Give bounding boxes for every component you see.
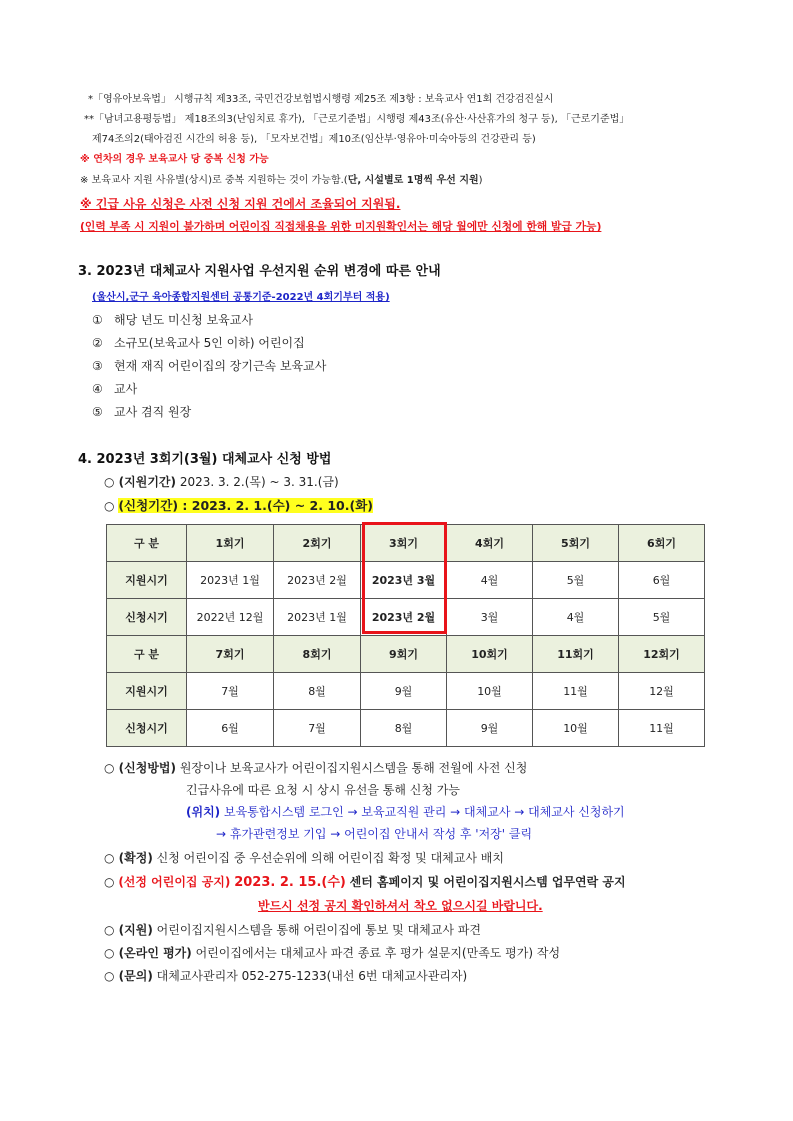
schedule-cell: 8회기 (274, 636, 361, 673)
priority-item-5 (92, 404, 191, 420)
priority-num-4: ④ (92, 382, 103, 396)
schedule-cell: 신청시기 (107, 710, 187, 747)
schedule-cell: 4회기 (447, 525, 533, 562)
schedule-cell: 2023년 2월 (274, 562, 361, 599)
note-duplicate-support-a: ※ 보육교사 지원 사유별(상시)로 중복 지원하는 것이 가능함.( (80, 175, 348, 186)
schedule-cell: 6월 (187, 710, 274, 747)
schedule-cell: 지원시기 (107, 673, 187, 710)
schedule-cell: 2023년 1월 (274, 599, 361, 636)
notice-text: 센터 홈페이지 및 어린이집지원시스템 업무연락 공지 (349, 875, 626, 889)
apply-period-bullet: ○ (104, 499, 115, 513)
schedule-cell: 구 분 (107, 636, 187, 673)
eval-text: 어린이집에서는 대체교사 파견 종료 후 평가 설문지(만족도 평가) 작성 (195, 946, 561, 960)
schedule-cell: 9월 (447, 710, 533, 747)
schedule-cell: 4월 (533, 599, 619, 636)
schedule-cell: 1회기 (187, 525, 274, 562)
inquiry-row (104, 968, 467, 984)
priority-text-5: 교사 겸직 원장 (114, 405, 192, 419)
schedule-cell: 7회기 (187, 636, 274, 673)
schedule-cell: 2023년 2월 (361, 599, 447, 636)
schedule-cell: 2023년 1월 (187, 562, 274, 599)
confirm-label: ○ (확정) (104, 851, 153, 865)
schedule-cell: 6회기 (619, 525, 705, 562)
support-period (104, 474, 339, 490)
support-period-label: ○ (지원기간) (104, 475, 176, 489)
priority-num-5: ⑤ (92, 405, 103, 419)
priority-text-2: 소규모(보육교사 5인 이하) 어린이집 (114, 336, 305, 350)
schedule-cell: 9월 (361, 673, 447, 710)
apply-location (186, 804, 625, 820)
schedule-cell: 5월 (619, 599, 705, 636)
inquiry-text: 대체교사관리자 052-275-1233(내선 6번 대체교사관리자) (156, 969, 468, 983)
section4-title: 4. 2023년 3회기(3월) 대체교사 신청 방법 (78, 452, 332, 467)
inquiry-label: ○ (문의) (104, 969, 153, 983)
note-duplicate-support-b: 단, 시설별로 1명씩 우선 지원 (347, 175, 479, 186)
note-duplicate-support (80, 173, 483, 189)
schedule-cell: 2회기 (274, 525, 361, 562)
priority-text-1: 해당 년도 미신청 보육교사 (114, 313, 253, 327)
schedule-cell: 3회기 (361, 525, 447, 562)
note-labor-law-1: **「남녀고용평등법」 제18조의3(난임치료 휴가), 「근로기준법」시행령 제43조(유산·사산휴가의 청구 등), 「근로기준법」 (84, 114, 630, 125)
section3-title: 3. 2023년 대체교사 지원사업 우선지원 순위 변경에 따른 안내 (78, 264, 441, 279)
schedule-cell: 5월 (533, 562, 619, 599)
priority-item-3 (92, 358, 326, 374)
priority-num-2: ② (92, 336, 103, 350)
section3-subtitle: (울산시,군구 육아종합지원센터 공통기준-2022년 4회기부터 적용) (92, 292, 390, 303)
apply-method-label: ○ (신청방법) (104, 761, 176, 775)
priority-item-4 (92, 381, 137, 397)
schedule-cell: 지원시기 (107, 562, 187, 599)
priority-num-3: ③ (92, 359, 103, 373)
schedule-cell: 신청시기 (107, 599, 187, 636)
schedule-cell: 4월 (447, 562, 533, 599)
eval-label: ○ (온라인 평가) (104, 946, 192, 960)
apply-location-line2: → 휴가관련정보 기입 → 어린이집 안내서 작성 후 '저장' 클릭 (216, 827, 533, 841)
notice-row (104, 874, 626, 891)
schedule-cell: 8월 (274, 673, 361, 710)
priority-text-4: 교사 (114, 382, 138, 396)
schedule-cell: 12월 (619, 673, 705, 710)
note-duplicate-support-c: ) (478, 175, 483, 186)
schedule-cell: 구 분 (107, 525, 187, 562)
priority-text-3: 현재 재직 어린이집의 장기근속 보육교사 (114, 359, 327, 373)
schedule-row-support-2 (107, 673, 705, 710)
schedule-cell: 6월 (619, 562, 705, 599)
apply-period-text: (신청기간) : 2023. 2. 1.(수) ~ 2. 10.(화) (118, 498, 373, 513)
schedule-cell: 8월 (361, 710, 447, 747)
notice-date: 2023. 2. 15.(수) (234, 875, 346, 890)
schedule-row-support-1 (107, 562, 705, 599)
schedule-cell: 7월 (187, 673, 274, 710)
schedule-cell: 7월 (274, 710, 361, 747)
schedule-cell: 9회기 (361, 636, 447, 673)
apply-method-text1: 원장이나 보육교사가 어린이집지원시스템을 통해 전월에 사전 신청 (179, 761, 528, 775)
schedule-cell: 5회기 (533, 525, 619, 562)
schedule-cell: 2022년 12월 (187, 599, 274, 636)
support-text: 어린이집지원시스템을 통해 어린이집에 통보 및 대체교사 파견 (156, 923, 481, 937)
notice-bullet: ○ (104, 875, 115, 889)
schedule-row-header-2 (107, 636, 705, 673)
priority-item-1 (92, 312, 253, 328)
notice-emphasis: 반드시 선정 공지 확인하셔서 착오 없으시길 바랍니다. (258, 899, 543, 913)
notice-label: (선정 어린이집 공지) (118, 875, 231, 889)
schedule-cell: 10월 (533, 710, 619, 747)
note-labor-law-2: 제74조의2(태아검진 시간의 허용 등), 「모자보건법」제10조(임산부·영유아·미숙아등의 건강관리 등) (92, 134, 536, 145)
schedule-row-apply-1 (107, 599, 705, 636)
eval-row (104, 945, 560, 961)
apply-location-text1: 보육통합시스템 로그인 → 보육교직원 관리 → 대체교사 → 대체교사 신청하기 (223, 805, 625, 819)
note-staff-shortage: (인력 부족 시 지원이 불가하며 어린이집 직접채용을 위한 미지원확인서는 해당 월에만 신청에 한해 발급 가능) (80, 220, 602, 233)
schedule-table (106, 524, 705, 747)
schedule-cell: 10월 (447, 673, 533, 710)
schedule-cell: 12회기 (619, 636, 705, 673)
schedule-cell: 3월 (447, 599, 533, 636)
schedule-row-header-1 (107, 525, 705, 562)
schedule-cell: 11회기 (533, 636, 619, 673)
note-health-check: *「영유아보육법」 시행규칙 제33조, 국민건강보험법시행령 제25조 제3항 : 보육교사 연1회 건강검진실시 (88, 94, 554, 105)
confirm-row (104, 850, 504, 866)
priority-num-1: ① (92, 313, 103, 327)
note-emergency: ※ 긴급 사유 신청은 사전 신청 지원 건에서 조율되어 지원됨. (80, 197, 401, 211)
support-period-value: 2023. 3. 2.(목) ~ 3. 31.(금) (179, 475, 339, 489)
apply-location-label: (위치) (186, 805, 221, 819)
schedule-cell: 10회기 (447, 636, 533, 673)
confirm-text: 신청 어린이집 중 우선순위에 의해 어린이집 확정 및 대체교사 배치 (156, 851, 504, 865)
apply-method (104, 760, 527, 776)
schedule-cell: 11월 (619, 710, 705, 747)
support-label: ○ (지원) (104, 923, 153, 937)
priority-item-2 (92, 335, 305, 351)
apply-method-line2: 긴급사유에 따른 요청 시 상시 유선을 통해 신청 가능 (186, 783, 460, 797)
schedule-row-apply-2 (107, 710, 705, 747)
schedule-cell: 11월 (533, 673, 619, 710)
support-row (104, 922, 481, 938)
apply-period (104, 498, 373, 514)
note-annual-leave: ※ 연차의 경우 보육교사 당 중복 신청 가능 (80, 154, 269, 165)
schedule-cell: 2023년 3월 (361, 562, 447, 599)
